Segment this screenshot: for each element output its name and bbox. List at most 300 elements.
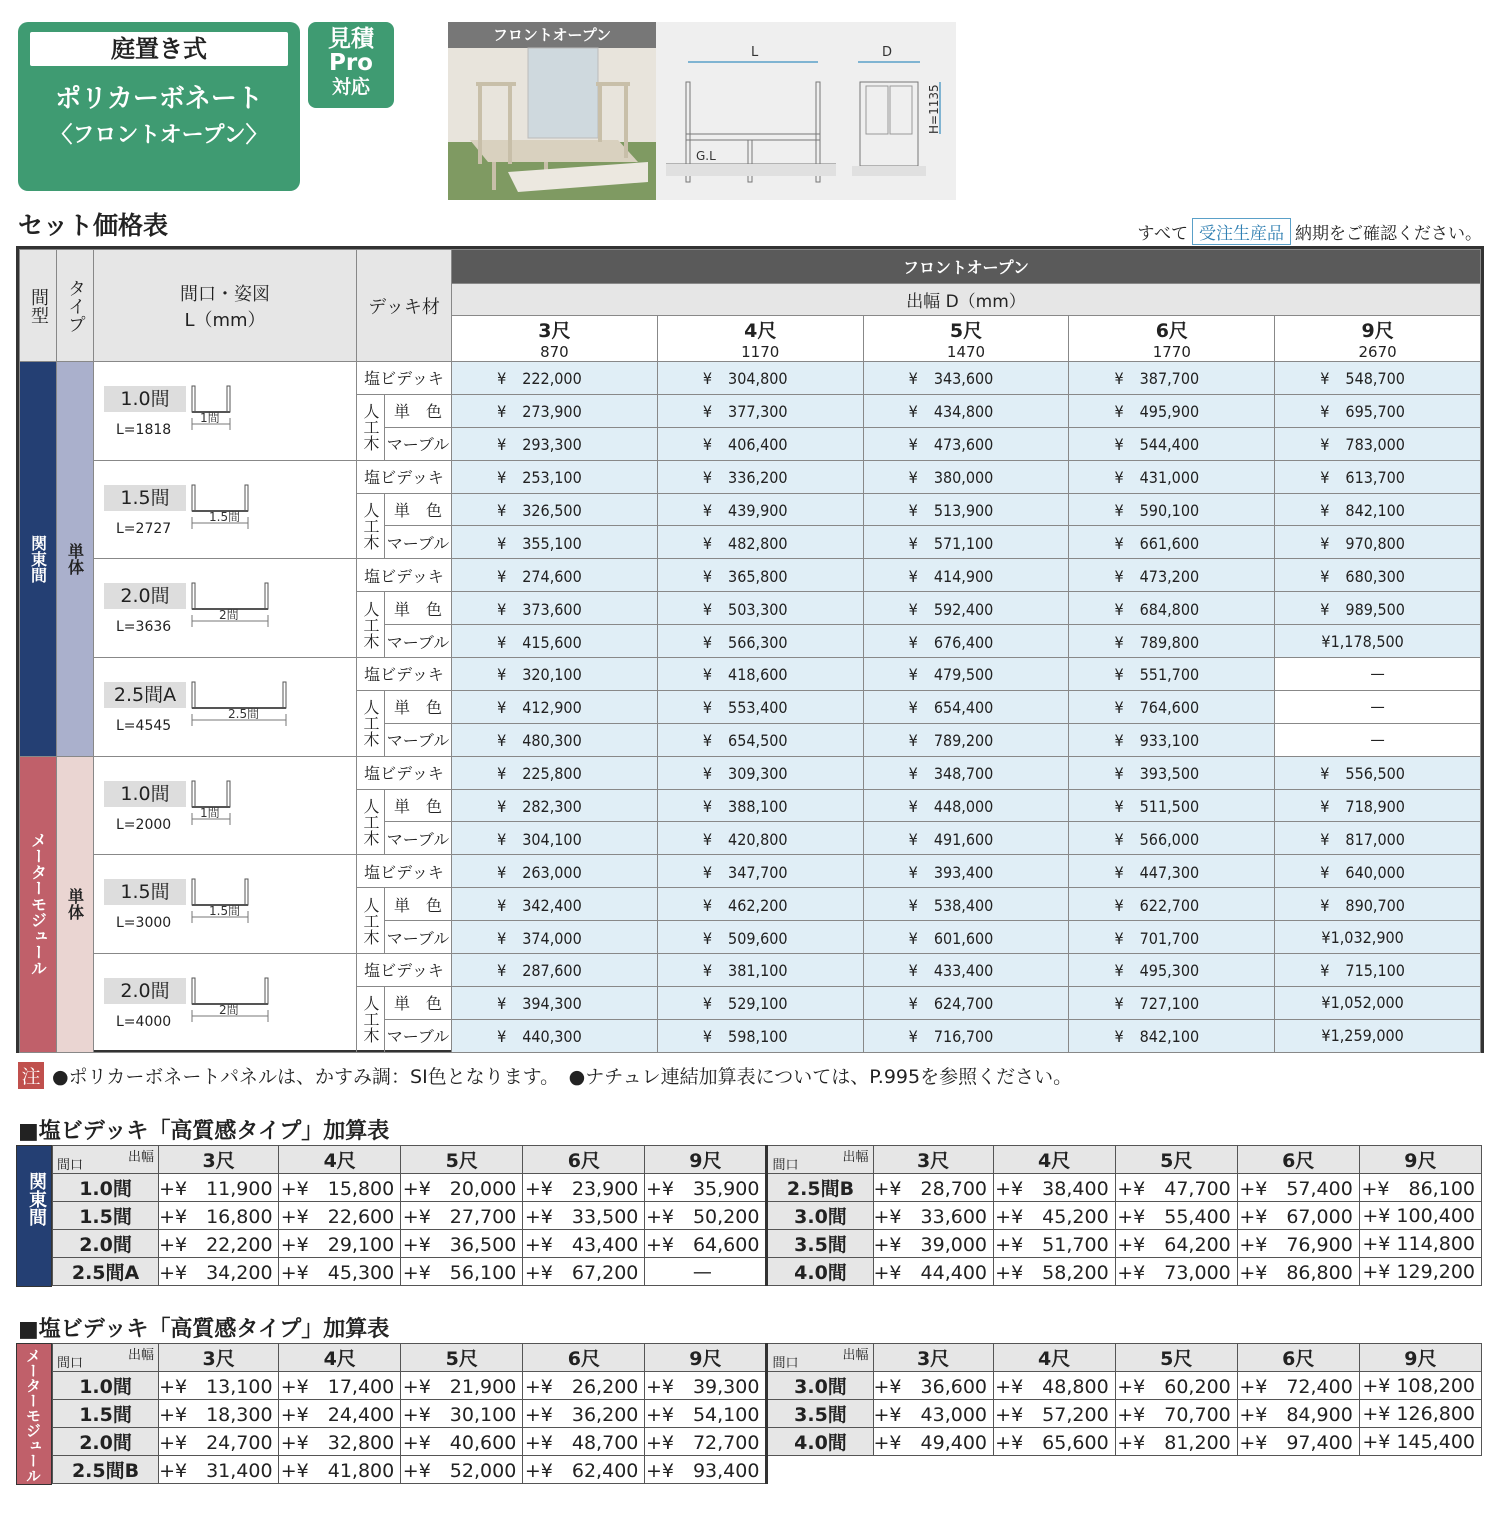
maguchi-L: L=1818 (116, 422, 172, 438)
add-col-header: 6尺 (523, 1344, 645, 1372)
mat-jinko: 人工木 (357, 789, 385, 855)
add-price-cell: +¥ 57,200 (993, 1400, 1115, 1428)
frame-figure (190, 976, 288, 1032)
add-row (53, 1400, 1482, 1428)
price-cell: ¥ 418,600 (657, 658, 863, 691)
price-cell: ¥ 304,800 (657, 362, 863, 395)
price-cell: ¥ 817,000 (1275, 822, 1481, 855)
add-price-cell: +¥ 126,800 (1359, 1400, 1481, 1428)
price-cell: ¥ 783,000 (1275, 427, 1481, 460)
price-cell: ¥ 764,600 (1069, 690, 1275, 723)
maguchi-cell (94, 658, 357, 757)
price-cell: ¥1,259,000 (1275, 1019, 1481, 1052)
price-cell: ¥ 556,500 (1275, 756, 1481, 789)
maguchi-L: L=4545 (116, 718, 172, 735)
add-price-cell: +¥ 24,400 (279, 1400, 401, 1428)
corner-bottom: 間口 (57, 1356, 84, 1371)
header-type: タイプ (57, 250, 94, 362)
add-price-cell: +¥ 67,200 (523, 1258, 645, 1286)
price-cell: ¥ 304,100 (452, 822, 658, 855)
add-price-cell: +¥ 18,300 (159, 1400, 279, 1428)
price-cell: ¥ 309,300 (657, 756, 863, 789)
price-cell: ¥ 890,700 (1275, 888, 1481, 921)
price-cell: ¥ 601,600 (863, 921, 1069, 954)
add-price-cell: +¥ 23,900 (523, 1174, 645, 1202)
add-price-cell: +¥ 36,600 (873, 1372, 993, 1400)
add-row-label: 2.0間 (53, 1428, 159, 1456)
add-price-cell: +¥ 86,100 (1359, 1174, 1481, 1202)
photo-caption: フロントオープン (448, 22, 656, 48)
mat-tan: 単 色 (385, 789, 452, 822)
badge-install-type: 庭置き式 (30, 32, 288, 66)
mitsumori-line3: 対応 (331, 76, 370, 98)
price-cell: ¥ 393,400 (863, 855, 1069, 888)
price-cell: ¥ 326,500 (452, 493, 658, 526)
price-cell: ¥ 538,400 (863, 888, 1069, 921)
add-price-cell: +¥ 48,800 (993, 1372, 1115, 1400)
price-cell: ¥1,032,900 (1275, 921, 1481, 954)
add-price-cell: +¥ 33,500 (523, 1202, 645, 1230)
mat-jinko: 人工木 (357, 986, 385, 1052)
mitsumori-pro-badge (308, 22, 394, 108)
add-col-header: 3尺 (873, 1344, 993, 1372)
set-price-table (16, 246, 1484, 1053)
mat-enbi: 塩ビデッキ (357, 362, 452, 395)
figure-label: 1間 (200, 411, 220, 425)
add-col-header: 3尺 (159, 1146, 279, 1174)
mat-enbi: 塩ビデッキ (357, 756, 452, 789)
svg-text:H=1135: H=1135 (927, 84, 941, 134)
mat-jinko: 人工木 (357, 888, 385, 954)
maguchi-cell (94, 954, 357, 1053)
price-cell: ¥1,052,000 (1275, 986, 1481, 1019)
figure-label: 1.5間 (209, 904, 241, 919)
price-cell: ¥ 274,600 (452, 559, 658, 592)
frame-figure (190, 779, 250, 835)
price-cell: ¥ 406,400 (657, 427, 863, 460)
add-row-label: 3.0間 (767, 1202, 873, 1230)
price-cell: ¥ 676,400 (863, 625, 1069, 658)
mat-jinko: 人工木 (357, 394, 385, 460)
col-mm: 870 (540, 343, 569, 361)
price-cell: ¥ 989,500 (1275, 592, 1481, 625)
price-cell: ¥ 970,800 (1275, 526, 1481, 559)
price-cell: ¥ 462,200 (657, 888, 863, 921)
price-cell: ¥ 273,900 (452, 394, 658, 427)
product-illustration (448, 22, 956, 200)
add-row-label: 3.5間 (767, 1400, 873, 1428)
price-cell: ¥ 347,700 (657, 855, 863, 888)
col-header-1 (657, 316, 863, 362)
col-mm: 2670 (1358, 343, 1397, 361)
mat-enbi: 塩ビデッキ (357, 658, 452, 691)
price-cell: ¥ 640,000 (1275, 855, 1481, 888)
figure-label: 1.5間 (209, 509, 241, 524)
maguchi-L: L=2000 (116, 816, 172, 833)
maguchi-L: L=2727 (116, 520, 172, 537)
col-size: 5尺 (949, 320, 983, 342)
price-cell: ¥ 495,900 (1069, 394, 1275, 427)
add-price-cell: +¥ 129,200 (1359, 1258, 1481, 1286)
add-price-cell: +¥ 30,100 (401, 1400, 523, 1428)
col-header-3 (1069, 316, 1275, 362)
price-cell: ¥ 253,100 (452, 460, 658, 493)
price-cell: ¥ 511,500 (1069, 789, 1275, 822)
mat-enbi: 塩ビデッキ (357, 855, 452, 888)
add-price-cell: +¥ 47,700 (1115, 1174, 1237, 1202)
price-cell: ¥ 473,200 (1069, 559, 1275, 592)
price-cell: — (1275, 723, 1481, 756)
col-mm: 1470 (946, 343, 986, 361)
price-row (20, 658, 1481, 691)
add-col-header: 3尺 (873, 1146, 993, 1174)
add-price-cell: +¥ 65,600 (993, 1428, 1115, 1456)
add-price-cell: +¥ 39,300 (645, 1372, 767, 1400)
add-price-cell: +¥ 70,700 (1115, 1400, 1237, 1428)
maguchi-cell (94, 559, 357, 658)
header-maguchi (94, 250, 357, 362)
figure-label: 2.5間 (228, 707, 260, 722)
add-price-cell: +¥ 81,200 (1115, 1428, 1237, 1456)
add-price-cell: +¥ 36,500 (401, 1230, 523, 1258)
frame-figure (190, 384, 250, 440)
mat-marble: マーブル (385, 921, 452, 954)
add-price-cell: +¥ 21,900 (401, 1372, 523, 1400)
price-cell: ¥ 355,100 (452, 526, 658, 559)
add-col-header: 5尺 (1115, 1344, 1237, 1372)
mat-tan: 単 色 (385, 394, 452, 427)
add-row (53, 1456, 1482, 1484)
footnote-mark: 注 (18, 1062, 44, 1089)
price-row (20, 954, 1481, 987)
badge-material: ポリカーボネート (55, 84, 263, 114)
svg-text:G.L: G.L (696, 149, 716, 163)
mat-marble: マーブル (385, 822, 452, 855)
add-col-header: 9尺 (1359, 1146, 1481, 1174)
corner-top: 出幅 (128, 1348, 155, 1363)
price-cell: ¥ 377,300 (657, 394, 863, 427)
add-price-cell: +¥ 49,400 (873, 1428, 993, 1456)
add-table-2 (52, 1343, 1482, 1484)
region-label: 関東間 (20, 362, 57, 757)
price-cell: ¥ 544,400 (1069, 427, 1275, 460)
add-price-cell: +¥ 48,700 (523, 1428, 645, 1456)
add-col-header: 6尺 (1237, 1344, 1359, 1372)
price-cell: ¥ 414,900 (863, 559, 1069, 592)
add-price-cell: +¥ 58,200 (993, 1258, 1115, 1286)
price-cell: ¥ 343,600 (863, 362, 1069, 395)
price-cell: — (1275, 690, 1481, 723)
corner-top: 出幅 (128, 1150, 155, 1165)
add-price-cell: +¥ 36,200 (523, 1400, 645, 1428)
price-cell: ¥ 842,100 (1275, 493, 1481, 526)
dimension-drawing (656, 22, 956, 200)
col-mm: 1170 (741, 343, 780, 361)
add-row-label: 2.0間 (53, 1230, 159, 1258)
price-cell: ¥ 529,100 (657, 986, 863, 1019)
header-maguchi-label: 間口・姿図 (180, 283, 270, 305)
add-price-cell: +¥ 43,400 (523, 1230, 645, 1258)
price-cell: ¥ 622,700 (1069, 888, 1275, 921)
add-col-header: 4尺 (279, 1146, 401, 1174)
mat-tan: 単 色 (385, 690, 452, 723)
add-col-header: 4尺 (279, 1344, 401, 1372)
price-cell: ¥ 654,500 (657, 723, 863, 756)
add-price-cell: +¥ 15,800 (279, 1174, 401, 1202)
add-price-cell: +¥ 54,100 (645, 1400, 767, 1428)
frame-figure (190, 581, 288, 637)
price-cell: ¥ 482,800 (657, 526, 863, 559)
mitsumori-line1: 見積 (328, 26, 374, 52)
price-cell: ¥ 342,400 (452, 888, 658, 921)
price-row (20, 559, 1481, 592)
order-note-post: 納期をご確認ください。 (1295, 224, 1482, 244)
price-cell: ¥ 473,600 (863, 427, 1069, 460)
add-price-cell: +¥ 50,200 (645, 1202, 767, 1230)
add-row-label: 2.5間B (53, 1456, 159, 1484)
add-price-cell: +¥ 33,600 (873, 1202, 993, 1230)
add-price-cell: +¥ 55,400 (1115, 1202, 1237, 1230)
header-front-open: フロントオープン (452, 250, 1481, 284)
add-price-cell: +¥ 22,200 (159, 1230, 279, 1258)
col-header-4 (1275, 316, 1481, 362)
price-cell: ¥ 548,700 (1275, 362, 1481, 395)
add-row-label: 2.5間A (53, 1258, 159, 1286)
add-price-cell: +¥ 73,000 (1115, 1258, 1237, 1286)
add-price-cell: +¥ 72,700 (645, 1428, 767, 1456)
price-row (20, 855, 1481, 888)
add-price-cell: +¥ 86,800 (1237, 1258, 1359, 1286)
price-cell: ¥ 448,000 (863, 789, 1069, 822)
add-row (53, 1202, 1482, 1230)
price-cell: ¥ 789,800 (1069, 625, 1275, 658)
maguchi-L: L=3000 (116, 915, 172, 932)
add-col-header: 4尺 (993, 1344, 1115, 1372)
price-cell: ¥ 479,500 (863, 658, 1069, 691)
header-dehaba: 出幅 D（mm） (452, 284, 1481, 316)
corner-bottom: 間口 (772, 1356, 799, 1371)
price-cell: — (1275, 658, 1481, 691)
col-header-0 (452, 316, 658, 362)
price-cell: ¥ 654,400 (863, 690, 1069, 723)
deck-photo-drawing (448, 22, 656, 200)
header-L-label: L（mm） (184, 309, 266, 331)
add-price-cell: +¥ 51,700 (993, 1230, 1115, 1258)
add-price-cell: +¥ 60,200 (1115, 1372, 1237, 1400)
add-price-cell: +¥ 26,200 (523, 1372, 645, 1400)
mat-enbi: 塩ビデッキ (357, 954, 452, 987)
mat-marble: マーブル (385, 625, 452, 658)
add-price-cell: +¥ 97,400 (1237, 1428, 1359, 1456)
mitsumori-line2: Pro (328, 50, 373, 76)
price-cell: ¥ 374,000 (452, 921, 658, 954)
svg-text:D: D (882, 45, 893, 60)
price-cell: ¥ 447,300 (1069, 855, 1275, 888)
mat-jinko: 人工木 (357, 592, 385, 658)
price-cell: ¥ 434,800 (863, 394, 1069, 427)
maguchi-cell (94, 460, 357, 559)
add-price-cell: +¥ 72,400 (1237, 1372, 1359, 1400)
add-price-cell: +¥ 39,000 (873, 1230, 993, 1258)
maguchi-cell (94, 362, 357, 461)
price-cell: ¥ 320,100 (452, 658, 658, 691)
add-price-cell: +¥ 32,800 (279, 1428, 401, 1456)
add-price-cell: +¥ 84,900 (1237, 1400, 1359, 1428)
col-size: 9尺 (1361, 320, 1394, 342)
add-col-header: 9尺 (645, 1146, 767, 1174)
add-row-label: 3.5間 (767, 1230, 873, 1258)
price-cell: ¥ 933,100 (1069, 723, 1275, 756)
mat-jinko: 人工木 (357, 690, 385, 756)
price-cell: ¥ 263,000 (452, 855, 658, 888)
add-col-header: 6尺 (523, 1146, 645, 1174)
maguchi-cell (94, 756, 357, 855)
header-kanju: 間型 (20, 250, 57, 362)
type-label: 単体 (57, 362, 94, 757)
price-cell: ¥ 566,000 (1069, 822, 1275, 855)
price-row (20, 362, 1481, 395)
add-price-cell: +¥ 64,200 (1115, 1230, 1237, 1258)
header-deck: デッキ材 (357, 250, 452, 362)
add-table-1 (52, 1145, 1482, 1286)
add-price-cell: +¥ 13,100 (159, 1372, 279, 1400)
mat-marble: マーブル (385, 526, 452, 559)
frame-figure (190, 680, 306, 736)
price-cell: ¥ 393,500 (1069, 756, 1275, 789)
price-cell: ¥ 680,300 (1275, 559, 1481, 592)
mat-tan: 単 色 (385, 986, 452, 1019)
order-note-pre: すべて (1137, 224, 1188, 244)
add-price-cell: +¥ 76,900 (1237, 1230, 1359, 1258)
add-price-cell: +¥ 100,400 (1359, 1202, 1481, 1230)
add-price-cell: +¥ 35,900 (645, 1174, 767, 1202)
type-label: 単体 (57, 756, 94, 1052)
add-row-label: 1.0間 (53, 1372, 159, 1400)
add-price-cell: +¥ 41,800 (279, 1456, 401, 1484)
price-row (20, 756, 1481, 789)
price-cell: ¥ 336,200 (657, 460, 863, 493)
figure-label: 2間 (219, 608, 239, 623)
maguchi-name: 1.5間 (104, 879, 186, 905)
maguchi-L: L=3636 (116, 619, 172, 636)
product-badge (18, 22, 300, 191)
mat-marble: マーブル (385, 1019, 452, 1052)
add-col-header: 5尺 (401, 1344, 523, 1372)
add-col-header: 6尺 (1237, 1146, 1359, 1174)
add-row-label: 2.5間B (767, 1174, 873, 1202)
add-row (53, 1230, 1482, 1258)
add-col-header: 4尺 (993, 1146, 1115, 1174)
add-row (53, 1174, 1482, 1202)
add-price-cell: +¥ 31,400 (159, 1456, 279, 1484)
price-cell: ¥ 380,000 (863, 460, 1069, 493)
price-cell: ¥ 387,700 (1069, 362, 1275, 395)
price-cell: ¥ 718,900 (1275, 789, 1481, 822)
price-cell: ¥ 624,700 (863, 986, 1069, 1019)
price-cell: ¥ 222,000 (452, 362, 658, 395)
add-col-header: 5尺 (1115, 1146, 1237, 1174)
price-cell: ¥ 440,300 (452, 1019, 658, 1052)
region-label: メーターモジュール (20, 756, 57, 1052)
add-table-2-side (16, 1343, 52, 1485)
mat-tan: 単 色 (385, 493, 452, 526)
col-size: 3尺 (538, 320, 571, 342)
price-cell: ¥ 715,100 (1275, 954, 1481, 987)
made-to-order-tag: 受注生産品 (1192, 218, 1291, 245)
price-cell: ¥ 842,100 (1069, 1019, 1275, 1052)
dim-L: L (751, 45, 759, 60)
add-row-label: 1.5間 (53, 1202, 159, 1230)
add-table-1-side (16, 1145, 52, 1287)
maguchi-name: 1.5間 (104, 485, 186, 511)
price-cell: ¥ 287,600 (452, 954, 658, 987)
price-cell: ¥ 513,900 (863, 493, 1069, 526)
figure-label: 1間 (200, 805, 220, 820)
maguchi-name: 2.0間 (104, 583, 186, 609)
corner-bottom: 間口 (57, 1158, 84, 1173)
add-price-cell: +¥ 57,400 (1237, 1174, 1359, 1202)
add-row (53, 1428, 1482, 1456)
maguchi-name: 2.0間 (104, 978, 186, 1004)
mat-jinko: 人工木 (357, 493, 385, 559)
price-row (20, 460, 1481, 493)
add-row-label: 4.0間 (767, 1258, 873, 1286)
add-price-cell: +¥ 45,200 (993, 1202, 1115, 1230)
add-row-label: 3.0間 (767, 1372, 873, 1400)
mat-enbi: 塩ビデッキ (357, 559, 452, 592)
col-size: 4尺 (744, 320, 777, 342)
add-table-1-title: ■塩ビデッキ「高質感タイプ」加算表 (18, 1119, 390, 1144)
price-cell: ¥ 590,100 (1069, 493, 1275, 526)
add-price-cell: +¥ 27,700 (401, 1202, 523, 1230)
frame-figure (190, 877, 268, 933)
add-price-cell: +¥ 64,600 (645, 1230, 767, 1258)
mat-enbi: 塩ビデッキ (357, 460, 452, 493)
price-cell: ¥ 613,700 (1275, 460, 1481, 493)
price-cell: ¥ 480,300 (452, 723, 658, 756)
price-cell: ¥ 571,100 (863, 526, 1069, 559)
add-row-label: 1.0間 (53, 1174, 159, 1202)
price-cell: ¥ 684,800 (1069, 592, 1275, 625)
set-price-title: セット価格表 (18, 211, 169, 240)
price-cell: ¥ 695,700 (1275, 394, 1481, 427)
add-price-cell: +¥ 16,800 (159, 1202, 279, 1230)
add-col-header: 9尺 (1359, 1344, 1481, 1372)
add-price-cell: +¥ 11,900 (159, 1174, 279, 1202)
add-price-cell: +¥ 62,400 (523, 1456, 645, 1484)
price-cell: ¥ 598,100 (657, 1019, 863, 1052)
mat-marble: マーブル (385, 427, 452, 460)
add-price-cell: +¥ 93,400 (645, 1456, 767, 1484)
add-price-cell: +¥ 34,200 (159, 1258, 279, 1286)
price-cell: ¥ 495,300 (1069, 954, 1275, 987)
corner-cell (53, 1146, 159, 1174)
add-price-cell: +¥ 20,000 (401, 1174, 523, 1202)
price-cell: ¥ 348,700 (863, 756, 1069, 789)
add-price-cell: +¥ 28,700 (873, 1174, 993, 1202)
badge-variant: 〈フロントオープン〉 (50, 123, 268, 148)
price-cell: ¥ 509,600 (657, 921, 863, 954)
price-cell: ¥ 388,100 (657, 789, 863, 822)
order-note (1137, 218, 1482, 245)
price-cell: ¥ 415,600 (452, 625, 658, 658)
add-price-cell: +¥ 108,200 (1359, 1372, 1481, 1400)
add-price-cell: +¥ 56,100 (401, 1258, 523, 1286)
price-cell: ¥ 373,600 (452, 592, 658, 625)
corner-cell (767, 1146, 873, 1174)
add-price-cell: +¥ 43,000 (873, 1400, 993, 1428)
maguchi-cell (94, 855, 357, 954)
